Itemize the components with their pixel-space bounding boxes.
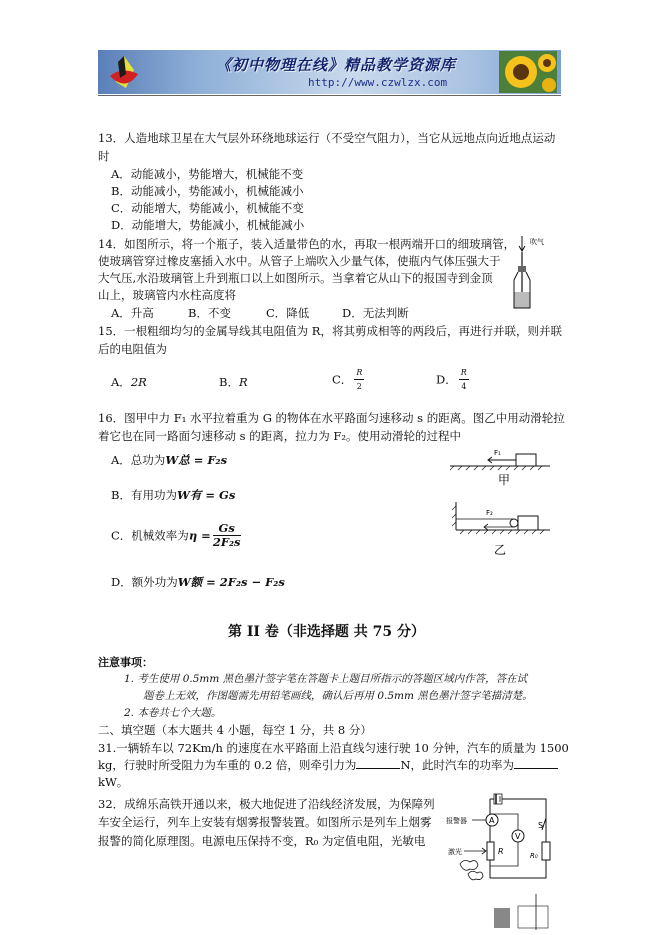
q14-stem-line2: 使玻璃管穿过橡皮塞插入水中。从管子上端吹入少量气体，使瓶内气体压强大于 — [98, 254, 501, 268]
ammeter-label: A — [489, 816, 495, 825]
r0-label: R₀ — [530, 852, 538, 860]
section-title: 第 II 卷（非选择题 共 75 分） — [228, 624, 425, 640]
fixed-resistor-r0 — [542, 842, 550, 860]
banner-title: 《初中物理在线》精品教学资源库 — [216, 56, 457, 74]
q15-stem-line2: 后的电阻值为 — [98, 342, 167, 356]
notice-heading: 注意事项： — [98, 656, 153, 669]
photoresistor-r — [487, 842, 494, 860]
bottle-water — [515, 292, 530, 308]
q31-line1: 31.一辆轿车以 72Km/h 的速度在水平路面上沿直线匀速行驶 10 分钟，汽车的质量为 1500 — [98, 741, 569, 755]
battery-icon — [494, 794, 502, 804]
q16-stem-line1: 16．图甲中力 F₁ 水平拉着重为 G 的物体在水平路面匀速移动 s 的距离。图乙中用动滑轮拉 — [98, 411, 565, 425]
notice-2: 2. 本卷共七个大题。 — [124, 707, 222, 719]
q13-stem-line2: 时 — [98, 149, 110, 163]
q15-option-b: B．R — [219, 375, 248, 389]
q16-option-d: D．额外功为W额 = 2F₂s − F₂s — [111, 575, 285, 589]
q16-stem-line2: 着它也在同一路面匀速移动 s 的距离，拉力为 F₂。使用动滑轮的过程中 — [98, 429, 461, 443]
q13-option-a: A．动能减小，势能增大，机械能不变 — [111, 167, 304, 181]
q14-option-a: A．升高 — [111, 306, 154, 320]
q14-stem-line1: 14．如图所示，将一个瓶子，装入适量带色的水，再取一根两端开口的细玻璃管， — [98, 237, 516, 251]
q14-stem-line3: 大气压,水沿玻璃管上升到瓶口以上如图所示。当拿着它从山下的报国寺到金顶 — [98, 271, 493, 285]
next-figure-shaded — [494, 908, 510, 928]
r-label: R — [498, 847, 504, 856]
figure-jia — [450, 446, 560, 488]
q15-option-a: A．2R — [111, 375, 147, 389]
f1-label: F₁ — [494, 449, 501, 457]
notice-1-line1: 1. 考生使用 0.5mm 黑色墨汁签字笔在答题卡上题目所指示的答题区域内作答，答在试 — [124, 673, 528, 685]
q32-line2: 车安全运行，列车上安装有烟雾报警装置。如图所示是列车上烟雾 — [98, 815, 432, 829]
block-jia — [516, 454, 536, 466]
laser-label: 激光 — [448, 848, 462, 856]
q31-blank-2[interactable] — [514, 758, 558, 769]
q15-option-c: C． $\frac{R}{2}$ — [332, 368, 363, 391]
circuit-figure — [442, 790, 560, 932]
header-banner — [98, 50, 561, 94]
banner-url[interactable]: http://www.czwlzx.com — [308, 76, 448, 89]
part2-heading: 二、填空题（本大题共 4 小题，每空 1 分，共 8 分） — [98, 723, 372, 737]
q13-stem-line1: 13．人造地球卫星在大气层外环绕地球运行（不受空气阻力），当它从远地点向近地点运动 — [98, 131, 556, 145]
switch-label: S — [538, 821, 544, 830]
figure-yi-label: 乙 — [494, 543, 507, 557]
f2-label: F₂ — [486, 509, 493, 517]
header-rule — [98, 95, 561, 96]
blow-label: 吹气 — [530, 238, 544, 246]
voltmeter-label: V — [515, 832, 521, 841]
next-figure-box — [518, 906, 548, 928]
sunflower-icon — [499, 51, 557, 93]
rubber-stopper — [518, 266, 526, 272]
q14-option-c: C．降低 — [266, 306, 310, 320]
alarm-label: 报警器 — [446, 817, 467, 825]
q16-option-a: A．总功为W总 = F₂s — [111, 453, 228, 467]
q15-option-d: D． $\frac{R}{4}$ — [436, 368, 467, 391]
pulley — [510, 519, 518, 527]
notice-1-line2: 题卷上无效，作图题需先用铅笔画线，确认后再用 0.5mm 黑色墨汁签字笔描清楚。 — [143, 690, 533, 702]
q31-blank-1[interactable] — [356, 758, 400, 769]
q32-line1: 32．成绵乐高铁开通以来，极大地促进了沿线经济发展，为保障列 — [98, 797, 435, 811]
figure-yi — [450, 500, 560, 558]
q16-option-c: C．机械效率为η = $\frac{Gs}{\text{2F₂s}}$ — [111, 521, 241, 549]
smoke-cloud-icon — [460, 860, 478, 870]
block-yi — [518, 516, 538, 530]
q13-option-c: C．动能增大，势能减小，机械能不变 — [111, 201, 304, 215]
q13-option-b: B．动能减小，势能减小，机械能减小 — [111, 184, 304, 198]
q14-stem-line4: 山上，玻璃管内水柱高度将 — [98, 288, 236, 302]
logo-icon — [104, 52, 144, 92]
q31-line2: kg，行驶时所受阻力为车重的 0.2 倍，则牵引力为 N，此时汽车的功率为 — [98, 757, 558, 773]
figure-jia-label: 甲 — [498, 473, 511, 487]
q31-line3: kW。 — [98, 775, 129, 789]
q32-line3: 报警的简化原理图。电源电压保持不变，R₀ 为定值电阻，光敏电 — [98, 834, 426, 848]
q16-option-b: B．有用功为W有 = Gs — [111, 488, 236, 502]
bottle-figure — [500, 232, 560, 312]
q14-option-d: D．无法判断 — [342, 306, 409, 320]
q14-option-b: B．不变 — [188, 306, 231, 320]
q13-option-d: D．动能增大，势能减小，机械能减小 — [111, 218, 305, 232]
q15-stem-line1: 15．一根粗细均匀的金属导线其电阻值为 R，将其剪成相等的两段后，再进行并联，则并联 — [98, 324, 562, 338]
